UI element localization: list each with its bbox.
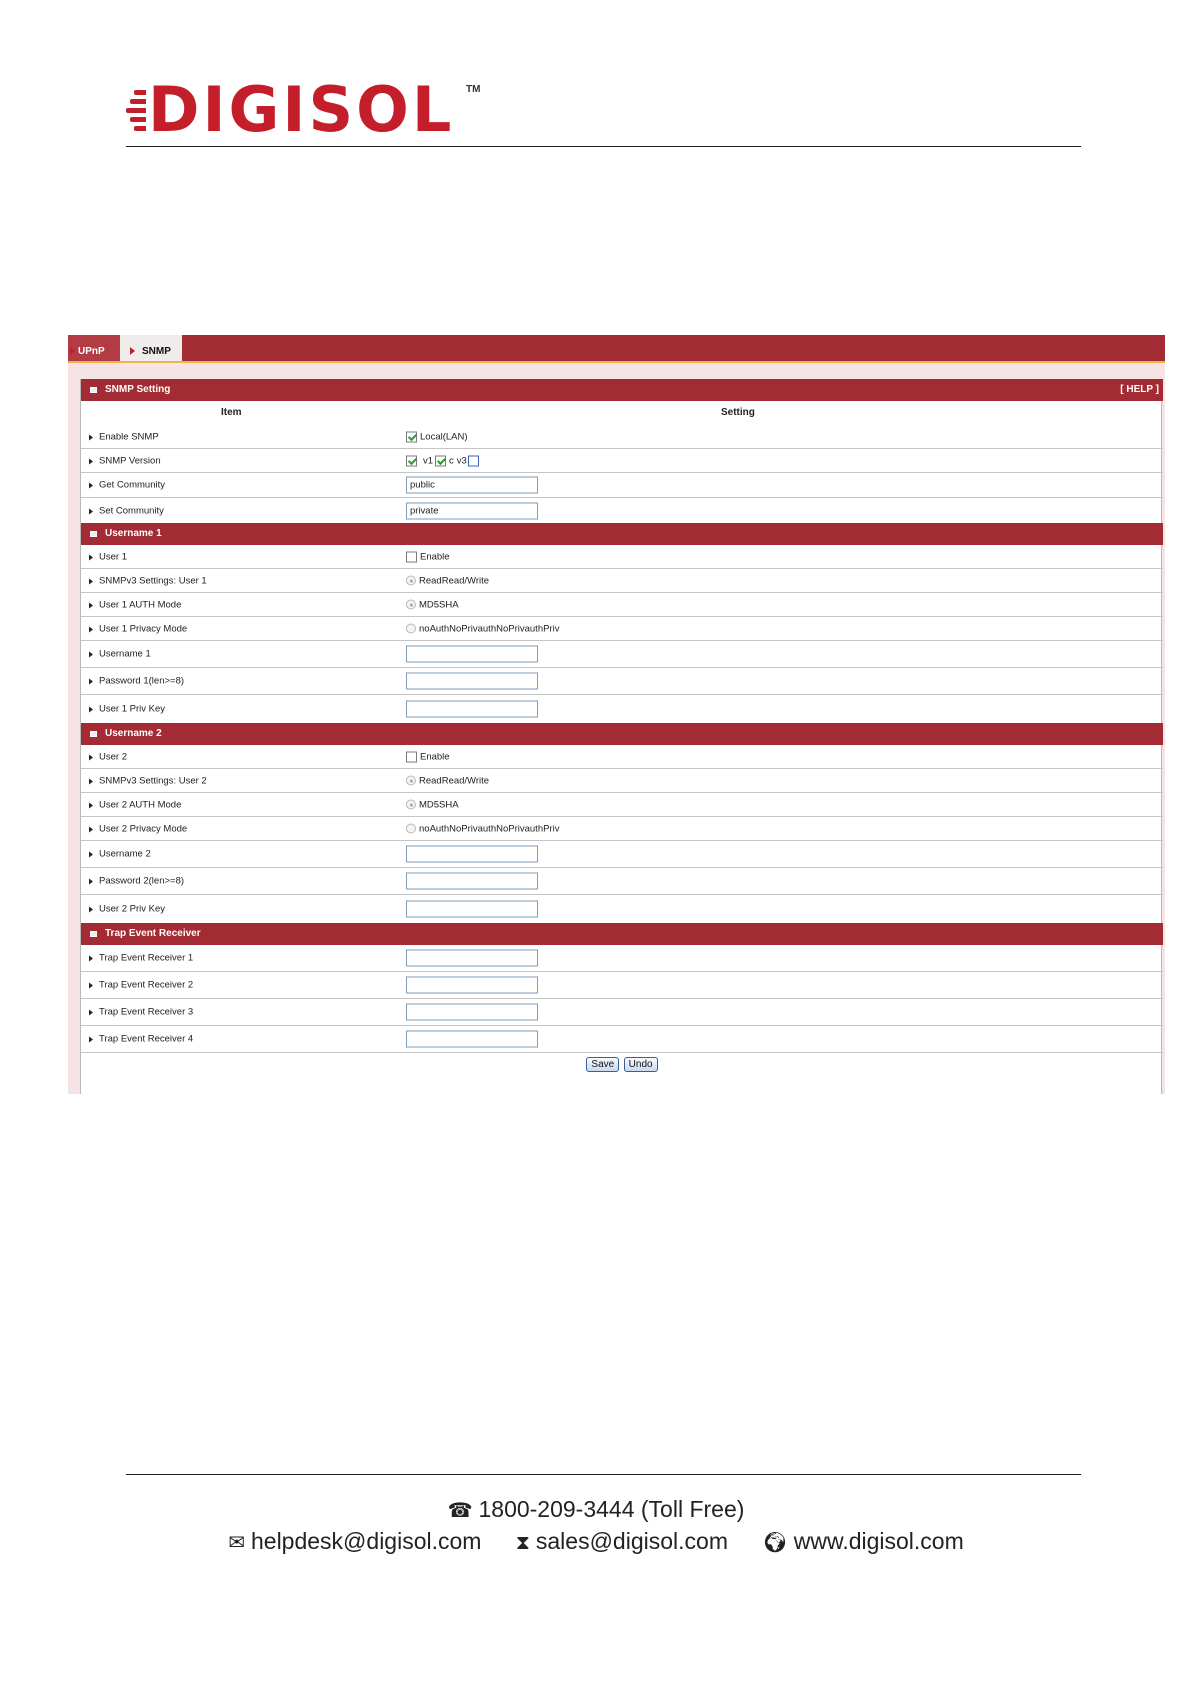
- row-user-1-settings: [81, 569, 1163, 593]
- row-user-2-auth: [81, 793, 1163, 817]
- row-label: User 1 Priv Key: [99, 703, 165, 714]
- row-user-1-privkey: [81, 695, 1163, 722]
- tab-bar: [68, 335, 1165, 363]
- mail-icon: ✉: [228, 1532, 245, 1554]
- form-actions: [81, 1054, 1163, 1076]
- tab-snmp-label: SNMP: [142, 346, 171, 357]
- user-2-privacy-radio[interactable]: [406, 824, 416, 834]
- row-user-2-privacy: [81, 817, 1163, 841]
- row-label: Password 2(len>=8): [99, 875, 185, 887]
- user-1-privkey-input[interactable]: [406, 700, 538, 717]
- row-label: Trap Event Receiver 2: [99, 979, 194, 991]
- row-set-community: [81, 498, 1163, 523]
- row-trap-receiver-3: [81, 999, 1163, 1026]
- sales-email[interactable]: sales@digisol.com: [535, 1528, 728, 1554]
- header-divider: [126, 146, 1081, 147]
- user-1-privacy-radio[interactable]: [406, 624, 416, 634]
- section-title: Username 2: [105, 728, 162, 739]
- version-v2c-label: c: [449, 455, 454, 466]
- row-user-2: [81, 745, 1163, 769]
- radio-options: MD5SHA: [419, 799, 459, 810]
- column-headers: [81, 401, 1163, 425]
- row-user-1: [81, 545, 1163, 569]
- radio-options: ReadRead/Write: [419, 775, 490, 786]
- section-square-icon: [90, 531, 97, 537]
- row-label: Trap Event Receiver 4: [99, 1033, 194, 1045]
- row-user-1-privacy: [81, 617, 1163, 641]
- version-v3-label: v3: [456, 455, 467, 466]
- snmp-panel: [80, 379, 1162, 1094]
- row-label: SNMP Version: [99, 455, 161, 466]
- version-v1-checkbox[interactable]: [406, 455, 417, 466]
- enable-snmp-checkbox[interactable]: [406, 431, 417, 442]
- section-title: Trap Event Receiver: [105, 928, 201, 939]
- column-setting: Setting: [721, 407, 755, 418]
- row-snmp-version: [81, 449, 1163, 473]
- user-2-privkey-input[interactable]: [406, 900, 538, 917]
- row-label: Enable SNMP: [99, 431, 159, 442]
- arrow-icon: [70, 347, 75, 355]
- section-trap-event-receiver: [81, 923, 1163, 945]
- username-1-input[interactable]: [406, 646, 538, 663]
- arrow-icon: [130, 347, 135, 355]
- row-user-2-settings: [81, 769, 1163, 793]
- section-square-icon: [90, 387, 97, 393]
- row-label: SNMPv3 Settings: User 1: [99, 575, 207, 586]
- row-label: User 2 Priv Key: [99, 903, 165, 914]
- row-password-2: [81, 868, 1163, 895]
- username-2-input[interactable]: [406, 846, 538, 863]
- row-label: Username 1: [99, 648, 151, 660]
- password-2-input[interactable]: [406, 873, 538, 890]
- row-label: Trap Event Receiver 3: [99, 1006, 194, 1018]
- row-label: SNMPv3 Settings: User 2: [99, 775, 207, 786]
- row-label: User 2: [99, 751, 127, 762]
- footer-contacts: [0, 1528, 1192, 1555]
- get-community-input[interactable]: [406, 477, 538, 494]
- version-v1-label: v1: [423, 455, 434, 466]
- row-label: Get Community: [99, 479, 165, 491]
- row-get-community: [81, 473, 1163, 498]
- helpdesk-email[interactable]: helpdesk@digisol.com: [250, 1528, 482, 1554]
- user-1-access-radio[interactable]: [406, 576, 416, 586]
- section-square-icon: [90, 931, 97, 937]
- row-username-2: [81, 841, 1163, 868]
- trap-receiver-2-input[interactable]: [406, 977, 538, 994]
- radio-options: noAuthNoPrivauthNoPrivauthPriv: [419, 823, 560, 834]
- row-trap-receiver-2: [81, 972, 1163, 999]
- phone-icon: ☎: [447, 1500, 473, 1522]
- digisol-logo: [126, 73, 486, 146]
- user-2-enable-checkbox[interactable]: [406, 751, 417, 762]
- row-label: User 2 AUTH Mode: [99, 799, 182, 810]
- trademark: TM: [466, 84, 481, 95]
- hourglass-icon: ⧗: [515, 1532, 530, 1554]
- logo-text: DIGISOL: [148, 73, 455, 146]
- version-v2c-checkbox[interactable]: [435, 455, 446, 466]
- row-label: User 2 Privacy Mode: [99, 823, 188, 834]
- undo-button[interactable]: Undo: [624, 1057, 658, 1072]
- section-snmp-setting: [81, 379, 1163, 401]
- enable-label: Enable: [420, 751, 450, 762]
- row-username-1: [81, 641, 1163, 668]
- row-label: Set Community: [99, 505, 164, 516]
- password-1-input[interactable]: [406, 673, 538, 690]
- row-password-1: [81, 668, 1163, 695]
- row-label: Password 1(len>=8): [99, 675, 185, 687]
- row-label: Trap Event Receiver 1: [99, 952, 194, 964]
- footer-divider: [126, 1474, 1081, 1475]
- enable-snmp-option: Local(LAN): [420, 431, 468, 442]
- row-label: User 1 Privacy Mode: [99, 623, 188, 634]
- save-button[interactable]: Save: [586, 1057, 619, 1072]
- phone-text: 1800-209-3444 (Toll Free): [478, 1496, 745, 1522]
- website-link[interactable]: www.digisol.com: [793, 1528, 964, 1554]
- tab-upnp[interactable]: [68, 335, 120, 361]
- row-label: User 1 AUTH Mode: [99, 599, 182, 610]
- row-label: Username 2: [99, 848, 151, 860]
- radio-options: noAuthNoPrivauthNoPrivauthPriv: [419, 623, 560, 634]
- version-v3-checkbox[interactable]: [468, 455, 479, 466]
- row-user-2-privkey: [81, 895, 1163, 922]
- user-2-auth-radio[interactable]: [406, 800, 416, 810]
- section-square-icon: [90, 731, 97, 737]
- user-1-auth-radio[interactable]: [406, 600, 416, 610]
- user-2-access-radio[interactable]: [406, 776, 416, 786]
- row-user-1-auth: [81, 593, 1163, 617]
- row-trap-receiver-1: [81, 945, 1163, 972]
- section-username-2: [81, 723, 1163, 745]
- set-community-input[interactable]: [406, 502, 538, 519]
- trap-receiver-1-input[interactable]: [406, 950, 538, 967]
- row-label: User 1: [99, 551, 127, 562]
- enable-label: Enable: [420, 551, 450, 562]
- radio-options: ReadRead/Write: [419, 575, 490, 586]
- row-trap-receiver-4: [81, 1026, 1163, 1053]
- section-title: Username 1: [105, 528, 162, 539]
- trap-receiver-4-input[interactable]: [406, 1031, 538, 1048]
- footer-phone: [0, 1496, 1192, 1523]
- router-ui-screenshot: [68, 335, 1165, 1094]
- radio-options: MD5SHA: [419, 599, 459, 610]
- tab-snmp[interactable]: [120, 335, 182, 361]
- tab-upnp-label: UPnP: [78, 346, 105, 357]
- logo-stripes-icon: [126, 90, 146, 130]
- help-link[interactable]: [ HELP ]: [1120, 384, 1159, 395]
- user-1-enable-checkbox[interactable]: [406, 551, 417, 562]
- section-title: SNMP Setting: [105, 384, 171, 395]
- column-item: Item: [221, 407, 242, 418]
- row-enable-snmp: [81, 425, 1163, 449]
- globe-icon: 🌍︎: [762, 1532, 788, 1554]
- trap-receiver-3-input[interactable]: [406, 1004, 538, 1021]
- section-username-1: [81, 523, 1163, 545]
